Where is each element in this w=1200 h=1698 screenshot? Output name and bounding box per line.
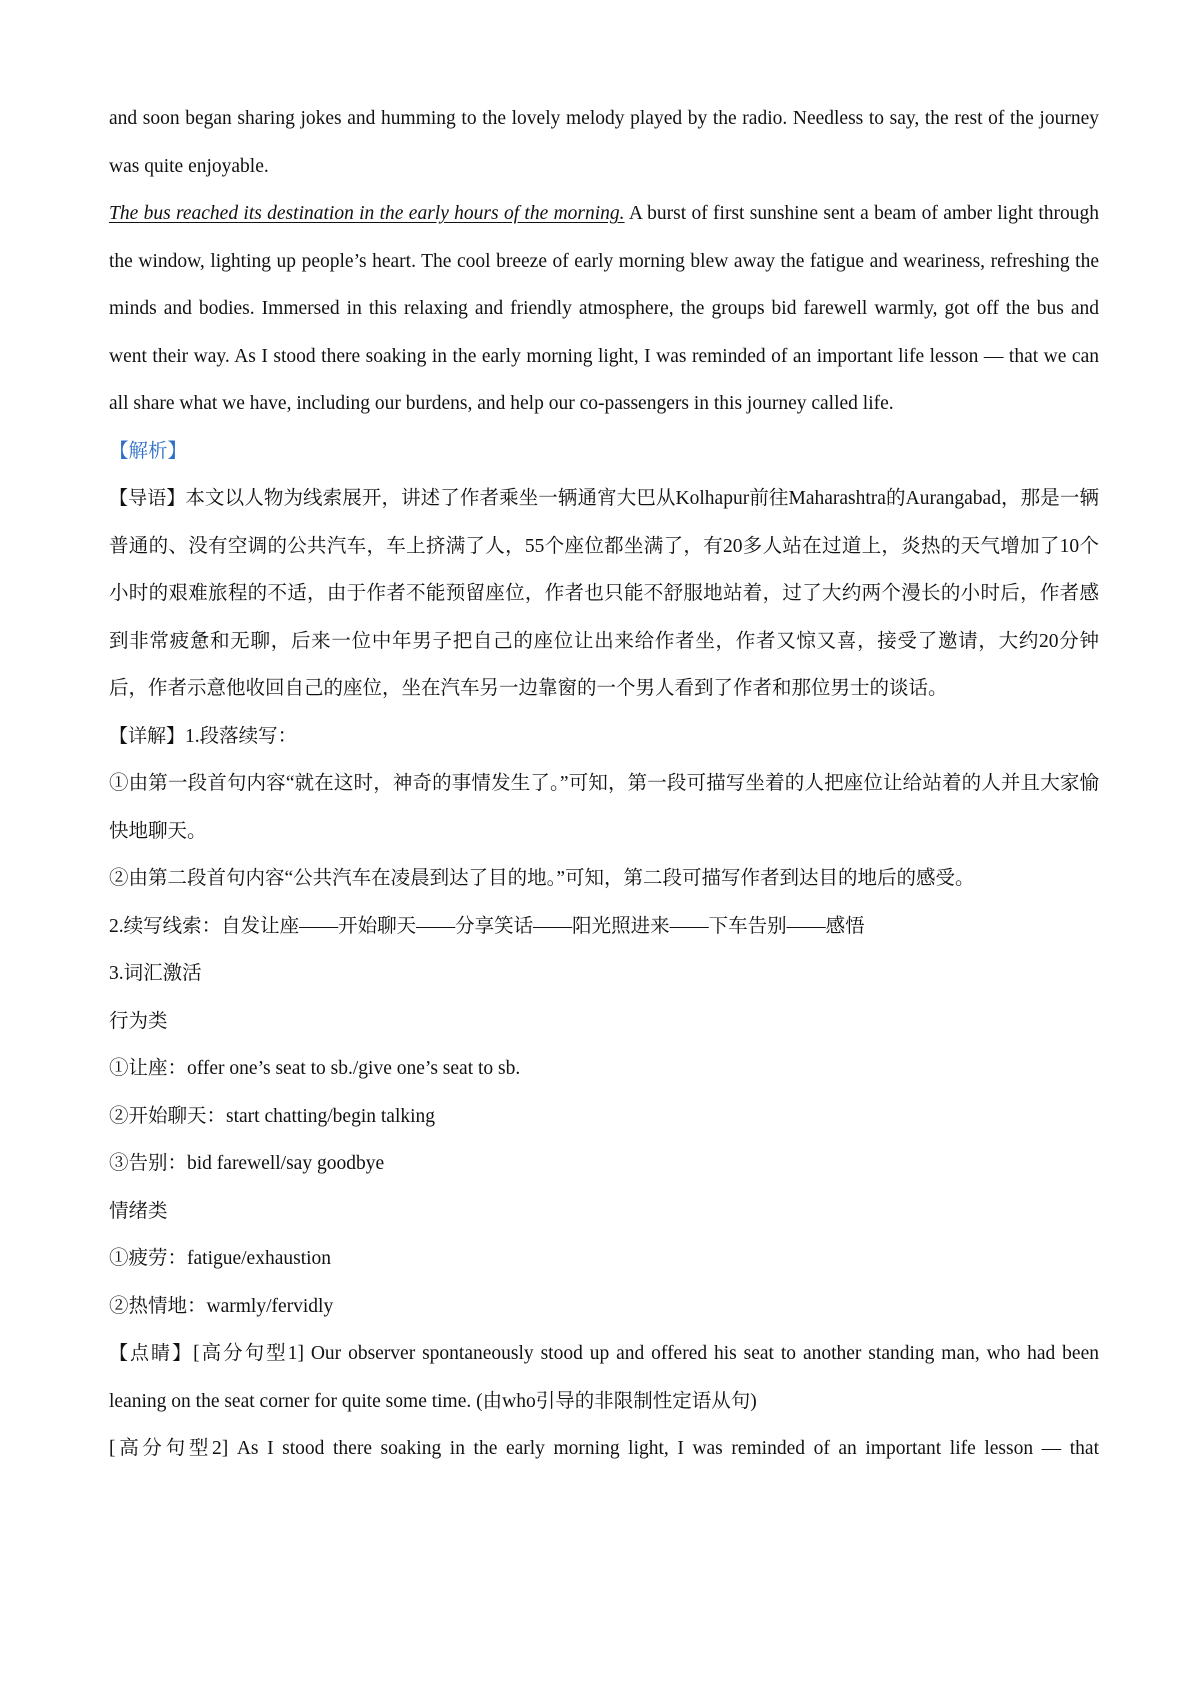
document-body <box>109 95 1099 1473</box>
behavior-item: ②开始聊天：start chatting/begin talking <box>109 1105 436 1127</box>
emotion-item: ①疲劳：fatigue/exhaustion <box>109 1248 332 1269</box>
analysis-heading: 【解析】 <box>109 440 188 462</box>
detail-label: 【详解】 <box>109 724 186 747</box>
highlight-paragraph-1 <box>109 1330 1099 1425</box>
vocabulary-title: 3.词汇激活 <box>109 963 202 984</box>
detail-item-2: ②由第二段首句内容“公共汽车在凌晨到达了目的地。”可知，第二段可描写作者到达目的地后的感受。 <box>109 868 975 889</box>
paragraph-lead-sentence: The bus reached its destination in the early hours of the morning. <box>109 203 625 224</box>
story-paragraph-2 <box>109 190 1099 428</box>
writing-clues: 2.续写线索：自发让座——开始聊天——分享笑话——阳光照进来——下车告别——感悟 <box>109 915 865 937</box>
detail-paragraph <box>109 713 1099 761</box>
behavior-item: ③告别：bid farewell/say goodbye <box>109 1153 385 1174</box>
highlight-label: 【点睛】 <box>109 1342 194 1364</box>
guide-text: 本文以人物为线索展开，讲述了作者乘坐一辆通宵大巴从Kolhapur前往Maharashtra的Aurangabad，那是一辆普通的、没有空调的公共汽车，车上挤满了人，55个座位都坐满了，有20多人站在过道上，炎热的天气增加了10个小时的艰难旅程的不适，由于作者不能预留座位，作者也只能不舒服地站着，过了大约两个漫长的小时后，作者感到非常疲惫和无聊，后来一位中年男子把自己的座位让出来给作者坐，作者又惊又喜，接受了邀请，大约20分钟后，作者示意他收回自己的座位，坐在汽车另一边靠窗的一个男人看到了作者和那位男士的谈话。 <box>109 488 1099 699</box>
story-paragraph-1: and soon began sharing jokes and humming to the lovely melody played by the radio. Needless to say, the rest of the journey was quite enjoyable. <box>109 108 1099 177</box>
detail-item-1: ①由第一段首句内容“就在这时，神奇的事情发生了。”可知，第一段可描写坐着的人把座位让给站着的人并且大家愉快地聊天。 <box>109 773 1099 842</box>
paragraph-body-text: A burst of first sunshine sent a beam of amber light through the window, lighting up people’s heart. The cool breeze of early morning blew away the fatigue and weariness, refreshing the minds and bodies. Immersed in this relaxing and friendly atmosphere, the groups bid farewell warmly, got off the bus and went their way. As I stood there soaking in the early morning light, I was reminded of an important life lesson — that we can all share what we have, including our burdens, and help our co-passengers in this journey called life. <box>109 203 1100 414</box>
behavior-item: ①让座：offer one’s seat to sb./give one’s seat to sb. <box>109 1058 521 1079</box>
behavior-heading: 行为类 <box>109 1010 168 1032</box>
detail-title: 1.段落续写： <box>185 725 298 747</box>
emotion-item: ②热情地：warmly/fervidly <box>109 1295 334 1317</box>
emotion-heading: 情绪类 <box>109 1200 168 1222</box>
highlight-paragraph-2: [高分句型2] As I stood there soaking in the early morning light, I was reminded of an important life lesson — that <box>109 1438 1099 1459</box>
highlight-sentence-1: [高分句型1] Our observer spontaneously stood up and offered his seat to another standing man, who had been leaning on the seat corner for quite some time. (由who引导的非限制性定语从句) <box>109 1343 1099 1412</box>
guide-label: 【导语】 <box>109 487 186 509</box>
guide-paragraph <box>109 475 1099 713</box>
